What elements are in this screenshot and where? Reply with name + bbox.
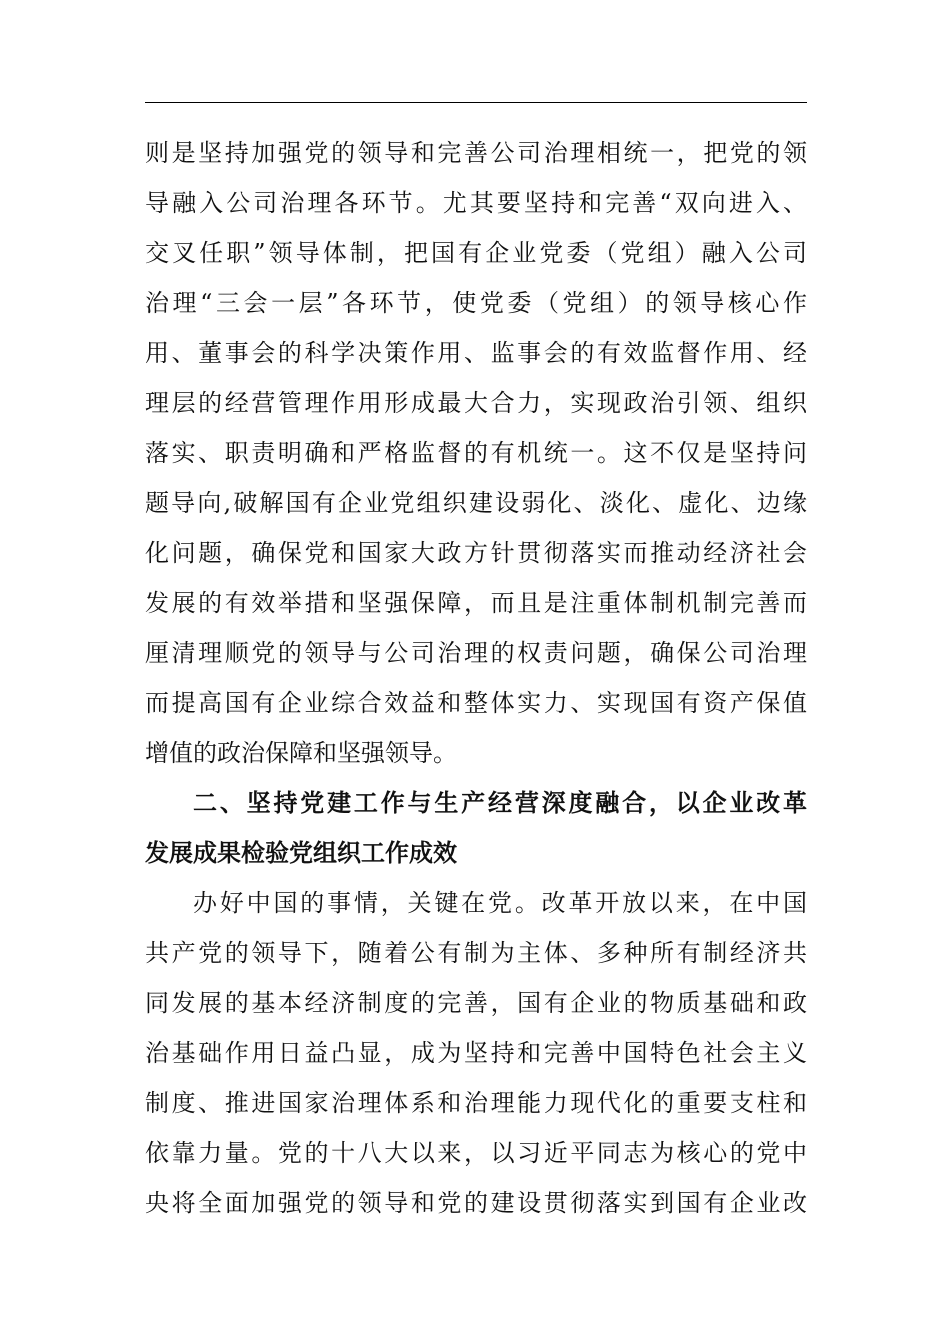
text-line: 办好中国的事情，关键在党。改革开放以来，在中国	[193, 889, 807, 917]
text-line: 题导向,破解国有企业党组织建设弱化、淡化、虚化、边缘	[145, 489, 807, 517]
text-line: 发展的有效举措和坚强保障，而且是注重体制机制完善而	[145, 589, 807, 617]
text-line: 制度、推进国家治理体系和治理能力现代化的重要支柱和	[145, 1089, 807, 1117]
text-line: 而提高国有企业综合效益和整体实力、实现国有资产保值	[145, 689, 807, 717]
text-line: 治基础作用日益凸显，成为坚持和完善中国特色社会主义	[145, 1039, 807, 1067]
text-line: 理层的经营管理作用形成最大合力，实现政治引领、组织	[145, 389, 807, 417]
text-line: 交叉任职”领导体制，把国有企业党委（党组）融入公司	[145, 239, 807, 267]
heading-line: 发展成果检验党组织工作成效	[145, 839, 457, 867]
heading-line: 二、坚持党建工作与生产经营深度融合，以企业改革	[193, 789, 807, 817]
text-line: 化问题，确保党和国家大政方针贯彻落实而推动经济社会	[145, 539, 807, 567]
text-line: 落实、职责明确和严格监督的有机统一。这不仅是坚持问	[145, 439, 807, 467]
section-heading-2	[145, 778, 807, 878]
text-line: 增值的政治保障和坚强领导。	[145, 739, 457, 767]
text-line: 则是坚持加强党的领导和完善公司治理相统一，把党的领	[145, 139, 807, 167]
header-rule	[145, 102, 807, 103]
text-line: 厘清理顺党的领导与公司治理的权责问题，确保公司治理	[145, 639, 807, 667]
text-line: 央将全面加强党的领导和党的建设贯彻落实到国有企业改	[145, 1189, 807, 1217]
text-line: 治理“三会一层”各环节，使党委（党组）的领导核心作	[145, 289, 807, 317]
text-line: 共产党的领导下，随着公有制为主体、多种所有制经济共	[145, 939, 807, 967]
text-line: 同发展的基本经济制度的完善，国有企业的物质基础和政	[145, 989, 807, 1017]
paragraph-1	[145, 128, 807, 778]
text-line: 依靠力量。党的十八大以来，以习近平同志为核心的党中	[145, 1139, 807, 1167]
text-line: 用、董事会的科学决策作用、监事会的有效监督作用、经	[145, 339, 807, 367]
text-line: 导融入公司治理各环节。尤其要坚持和完善“双向进入、	[145, 189, 807, 217]
document-body	[145, 128, 807, 1228]
paragraph-2	[145, 878, 807, 1228]
